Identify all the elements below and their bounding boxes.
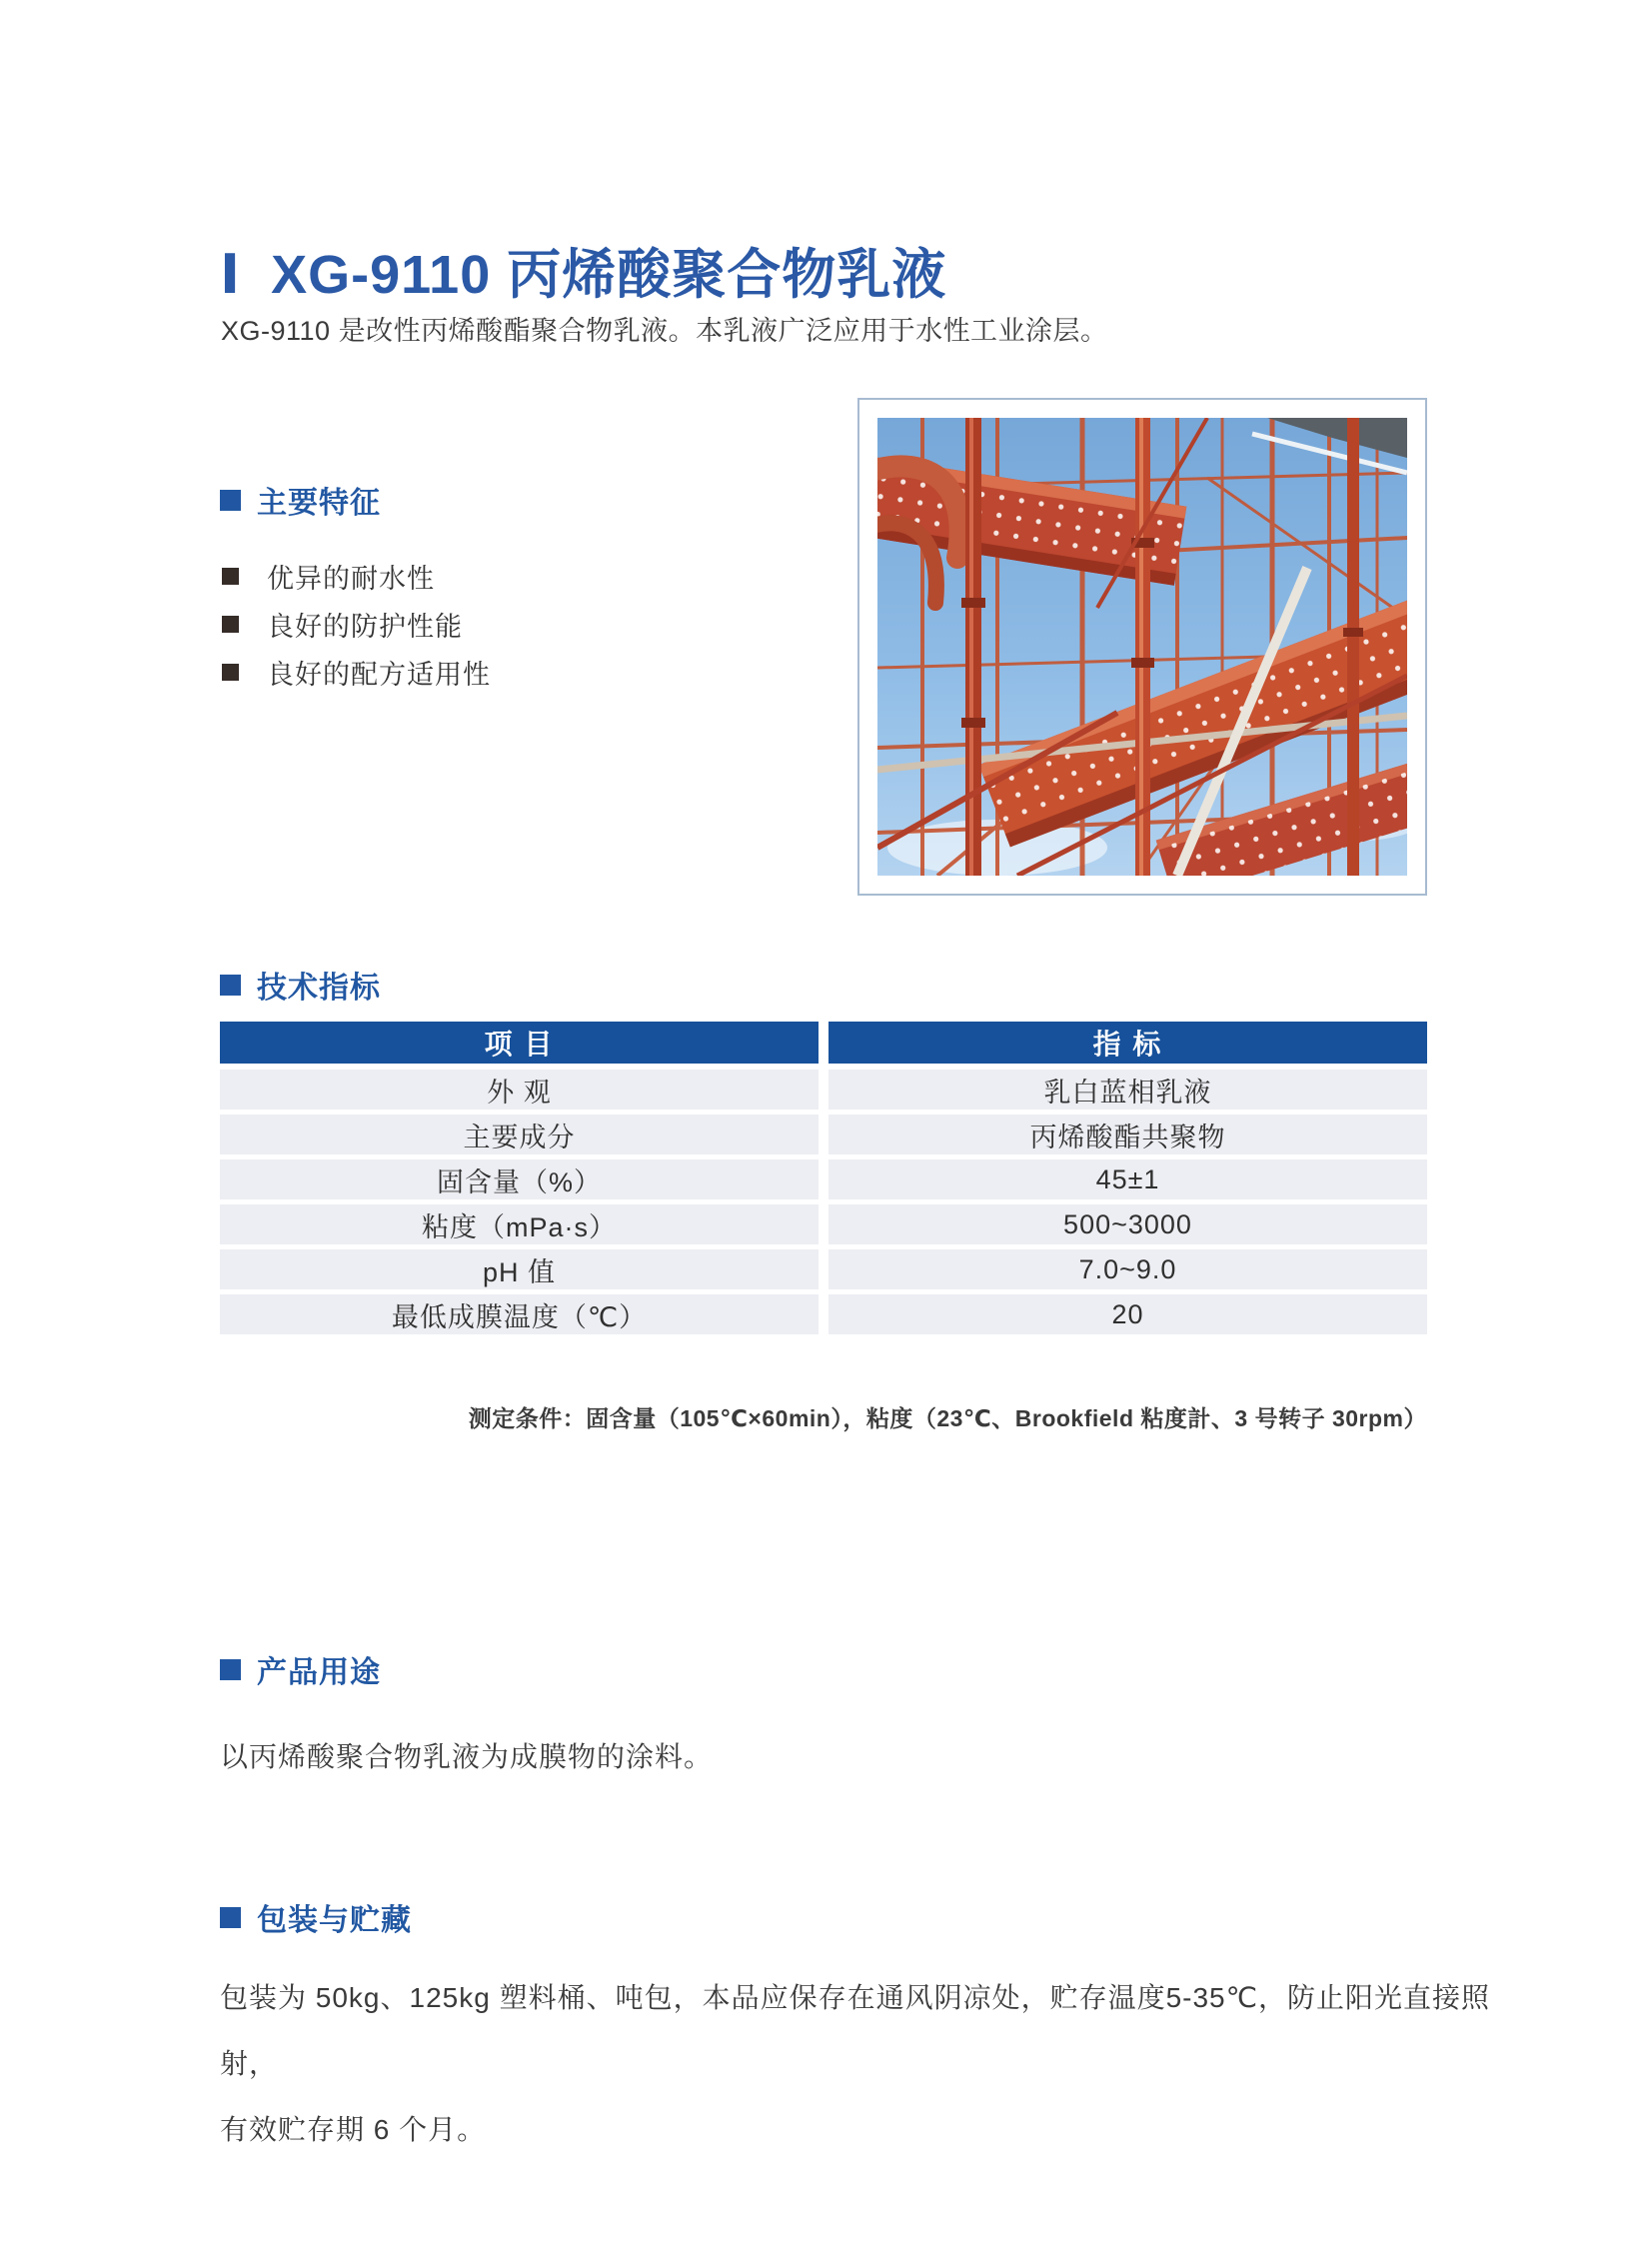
scaffolding-photo xyxy=(857,398,1427,896)
item-cell: pH 值 xyxy=(220,1249,819,1289)
measurement-conditions: 测定条件：固含量（105℃×60min），粘度（23℃、Brookfield 粘度計、3 号转子 30rpm） xyxy=(468,1405,1427,1431)
item-cell: 固含量（%） xyxy=(220,1159,819,1199)
value-cell: 20 xyxy=(828,1294,1427,1334)
table-row xyxy=(220,1070,1427,1110)
column-header-value: 指 标 xyxy=(828,1022,1427,1064)
product-description: XG-9110 是改性丙烯酸酯聚合物乳液。本乳液广泛应用于水性工业涂层。 xyxy=(221,316,1108,346)
pack-line-2: 有效贮存期 6 个月。 xyxy=(220,2114,487,2145)
list-item xyxy=(222,552,491,600)
page-title xyxy=(220,232,946,309)
table-header-row xyxy=(220,1022,1427,1064)
section-heading-features xyxy=(220,478,381,522)
spec-table xyxy=(220,1022,1427,1339)
item-cell: 主要成分 xyxy=(220,1115,819,1154)
list-item xyxy=(222,648,491,696)
square-bullet-icon xyxy=(220,490,241,511)
value-cell: 乳白蓝相乳液 xyxy=(828,1070,1427,1110)
feature-label: 优异的耐水性 xyxy=(267,563,435,594)
item-cell: 粘度（mPa·s） xyxy=(220,1204,819,1244)
section-heading-use xyxy=(220,1647,381,1691)
value-cell: 丙烯酸酯共聚物 xyxy=(828,1115,1427,1154)
list-item xyxy=(222,600,491,648)
column-header-item: 项 目 xyxy=(220,1022,819,1064)
square-bullet-icon xyxy=(220,975,241,996)
square-bullet-icon xyxy=(220,1659,241,1680)
table-row xyxy=(220,1204,1427,1244)
square-bullet-icon xyxy=(222,664,239,681)
table-row xyxy=(220,1159,1427,1199)
pack-description xyxy=(220,1965,1519,2163)
item-cell: 最低成膜温度（℃） xyxy=(220,1294,819,1334)
square-bullet-icon xyxy=(222,568,239,585)
feature-list xyxy=(222,552,491,696)
value-cell: 7.0~9.0 xyxy=(828,1249,1427,1289)
table-row xyxy=(220,1249,1427,1289)
value-cell: 500~3000 xyxy=(828,1204,1427,1244)
pack-line-1: 包装为 50kg、125kg 塑料桶、吨包，本品应保存在通风阴凉处，贮存温度5-35℃，防止阳光直接照射， xyxy=(220,1982,1491,2079)
square-bullet-icon xyxy=(220,1907,241,1928)
section-heading-label: 包装与贮藏 xyxy=(257,1904,412,1937)
item-cell: 外 观 xyxy=(220,1070,819,1110)
table-row xyxy=(220,1115,1427,1154)
table-row xyxy=(220,1294,1427,1334)
section-heading-label: 技术指标 xyxy=(257,972,381,1005)
section-heading-label: 主要特征 xyxy=(257,487,381,520)
scaffolding-illustration xyxy=(877,418,1407,876)
square-bullet-icon xyxy=(222,616,239,633)
section-heading-tech xyxy=(220,963,381,1007)
section-heading-pack xyxy=(220,1895,412,1939)
use-description: 以丙烯酸聚合物乳液为成膜物的涂料。 xyxy=(220,1741,714,1772)
section-numeral: Ⅰ xyxy=(220,245,242,306)
feature-label: 良好的配方适用性 xyxy=(267,659,491,690)
product-title: XG-9110 丙烯酸聚合物乳液 xyxy=(271,245,947,306)
value-cell: 45±1 xyxy=(828,1159,1427,1199)
section-heading-label: 产品用途 xyxy=(257,1656,381,1689)
feature-label: 良好的防护性能 xyxy=(267,611,463,642)
